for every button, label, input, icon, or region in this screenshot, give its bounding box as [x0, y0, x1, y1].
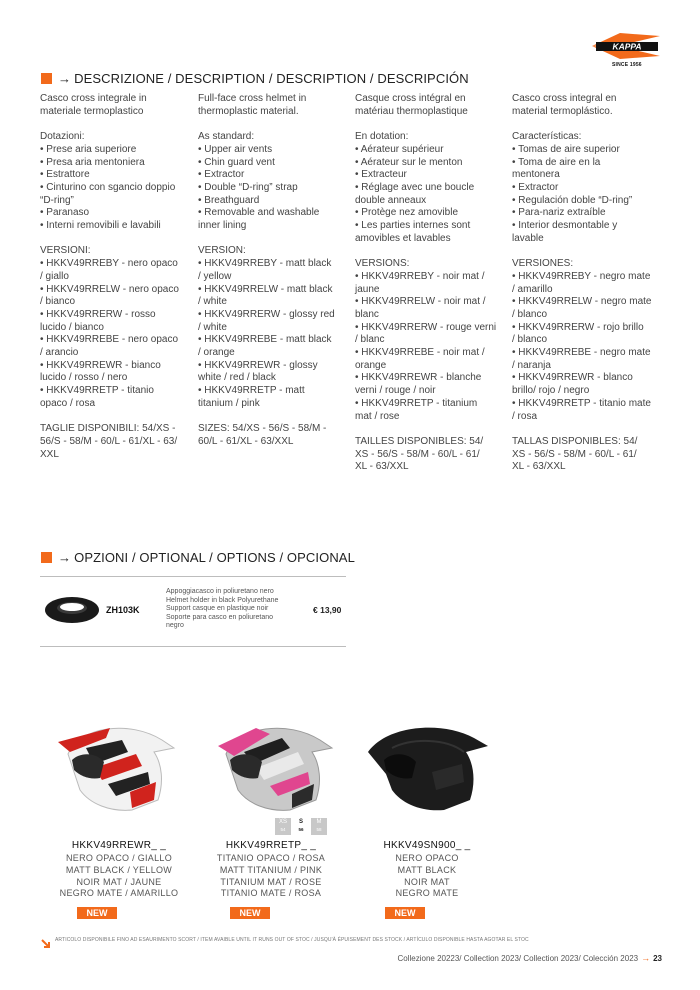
sizes-es: TALLAS DISPONIBLES: 54/ XS - 56/S - 58/M - 60/L - 61/ XL - 63/XXL	[512, 435, 638, 473]
stock-footnote: ARTICOLO DISPONIBILE FINO AD ESAURIMENTO SCORT / ITEM AVAIBLE UNTIL IT RUNS OUT OF STOC / JUSQU'À ÉPUISEMENT DES STOCK / ARTÍCULO DISPONIBLE HASTA AGOTAR EL STOC	[55, 937, 529, 943]
description-column-en	[198, 93, 352, 449]
option-desc-line: Soporte para casco en poliuretano	[166, 613, 274, 621]
arrow-down-right-icon	[41, 936, 51, 946]
orange-square-icon	[41, 552, 52, 563]
option-price: € 13,90	[313, 605, 342, 615]
arrow-right-icon: →	[641, 953, 651, 963]
product-color: NEGRO MATE / AMARILLO	[59, 888, 179, 899]
new-badge: NEW	[385, 907, 425, 919]
product-color: MATT BLACK	[397, 864, 457, 875]
intro-es: Casco cross integral en material termoplástico.	[512, 93, 617, 117]
versions-it: VERSIONI: • HKKV49RREBY - nero opaco / giallo • HKKV49RRELW - nero opaco / bianco • HKKV49RRERW - rosso lucido / bianco • HKKV49RREBE - nero opaco / arancio • HKKV49RREWR - bianco lucido / rosso / nero • HKKV49RRETP - titanio opaco / rosa	[40, 245, 179, 409]
product-code: HKKV49RRETP_ _	[225, 840, 317, 851]
option-code: ZH103K	[106, 605, 140, 615]
versions-fr: VERSIONS: • HKKV49RREBY - noir mat / jaune • HKKV49RRELW - noir mat / blanc • HKKV49RRERW - rouge verni / blanc • HKKV49RREBE - noir mat / orange • HKKV49RREWR - blanche verni / rouge / noir • HKKV49RRETP - titanium mat / rose	[355, 258, 497, 422]
size-badge-m: M 58	[311, 818, 327, 835]
size-selector	[275, 818, 327, 835]
sizes-it: TAGLIE DISPONIBILI: 54/XS - 56/S - 58/M - 60/L - 61/XL - 63/ XXL	[40, 423, 178, 460]
options-section-title	[41, 550, 355, 565]
sizes-fr: TAILLES DISPONIBLES: 54/ XS - 56/S - 58/M - 60/L - 61/ XL - 63/XXL	[355, 435, 484, 473]
description-column-es	[512, 93, 666, 474]
features-fr: En dotation: • Aérateur supérieur • Aérateur sur le menton • Extracteur • Réglage avec une boucle double anneaux • Protège nez amovible • Les parties internes sont amovibles et lavables	[355, 131, 475, 244]
product-color: NEGRO MATE	[395, 888, 459, 899]
collection-label: Collezione 20223/ Collection 2023/ Collection 2023/ Colección 2023	[397, 953, 639, 963]
page-footer	[397, 953, 662, 963]
description-title: DESCRIZIONE / DESCRIPTION / DESCRIPTION / DESCRIPCIÓN	[74, 71, 469, 86]
option-description	[166, 588, 306, 631]
features-en: As standard: • Upper air vents • Chin guard vent • Extractor • Double “D-ring” strap • Breathguard • Removable and washable inner lining	[198, 131, 320, 232]
product-code: HKKV49RREWR_ _	[71, 840, 167, 851]
arrow-right-icon: →	[58, 71, 72, 86]
product-color: NERO OPACO / GIALLO	[65, 853, 173, 863]
helmet-holder-image	[44, 593, 100, 625]
versions-es: VERSIONES: • HKKV49RREBY - negro mate / amarillo • HKKV49RRELW - negro mate / blanco • HKKV49RRERW - rojo brillo / blanco • HKKV49RREBE - negro mate / naranja • HKKV49RREWR - blanco brillo/ rojo / negro • HKKV49RRETP - titanio mate / rosa	[512, 258, 652, 422]
intro-fr: Casque cross intégral en matériau thermoplastique	[355, 93, 468, 117]
option-desc-line: Appoggiacasco in poliuretano nero	[166, 588, 274, 595]
since-label: SINCE 1956	[612, 62, 642, 68]
divider	[40, 646, 346, 647]
new-badge: NEW	[77, 907, 117, 919]
product-color: MATT BLACK / YELLOW	[65, 864, 173, 875]
description-column-fr	[355, 93, 509, 474]
product-color: TITANIO OPACO / ROSA	[216, 853, 326, 863]
product-color: NOIR MAT	[404, 876, 450, 887]
option-desc-line: Support casque en plastique noir	[166, 605, 269, 613]
arrow-right-icon: →	[58, 550, 72, 565]
kappa-wordmark: KAPPA	[612, 41, 642, 52]
helmet-image-matt-black	[362, 712, 492, 822]
product-caption	[352, 840, 502, 900]
intro-en: Full-face cross helmet in thermoplastic material.	[198, 93, 307, 117]
description-section-title	[41, 71, 469, 86]
description-column-it	[40, 93, 194, 461]
features-it: Dotazioni: • Prese aria superiore • Presa aria mentoniera • Estrattore • Cinturino con sgancio doppio “D-ring” • Paranaso • Interni removibili e lavabili	[40, 131, 176, 232]
product-code: HKKV49SN900_ _	[383, 840, 471, 851]
divider	[40, 576, 346, 577]
options-title: OPZIONI / OPTIONAL / OPTIONS / OPCIONAL	[74, 550, 355, 565]
helmet-image-white-red	[50, 712, 180, 822]
option-desc-line: negro	[166, 622, 184, 630]
orange-square-icon	[41, 73, 52, 84]
new-badge: NEW	[230, 907, 270, 919]
product-caption	[196, 840, 346, 900]
size-badge-s: S 56	[293, 818, 309, 835]
product-color: NERO OPACO	[395, 853, 459, 863]
option-desc-line: Helmet holder in black Polyurethane	[166, 596, 279, 604]
size-badge-xs: XS 54	[275, 818, 291, 835]
product-caption	[44, 840, 194, 900]
intro-it: Casco cross integrale in materiale termoplastico	[40, 93, 147, 117]
product-color: TITANIUM MAT / ROSE	[220, 876, 322, 887]
versions-en: VERSION: • HKKV49RREBY - matt black / yellow • HKKV49RRELW - matt black / white • HKKV49RRERW - glossy red / white • HKKV49RREBE - matt black / orange • HKKV49RREWR - glossy white / red / black • HKKV49RRETP - matt titanium / pink	[198, 245, 335, 409]
product-color: TITANIO MATE / ROSA	[220, 888, 322, 899]
features-es: Características: • Tomas de aire superior • Toma de aire en la mentonera • Extractor • Regulación doble “D-ring” • Para-nariz extraíble • Interior desmontable y lavable	[512, 131, 633, 244]
sizes-en: SIZES: 54/XS - 56/S - 58/M - 60/L - 61/XL - 63/XXL	[198, 423, 327, 447]
helmet-image-titanium-pink	[208, 712, 338, 822]
product-color: MATT TITANIUM / PINK	[219, 864, 323, 875]
product-color: NOIR MAT / JAUNE	[76, 876, 162, 887]
page-number: 23	[653, 953, 662, 963]
